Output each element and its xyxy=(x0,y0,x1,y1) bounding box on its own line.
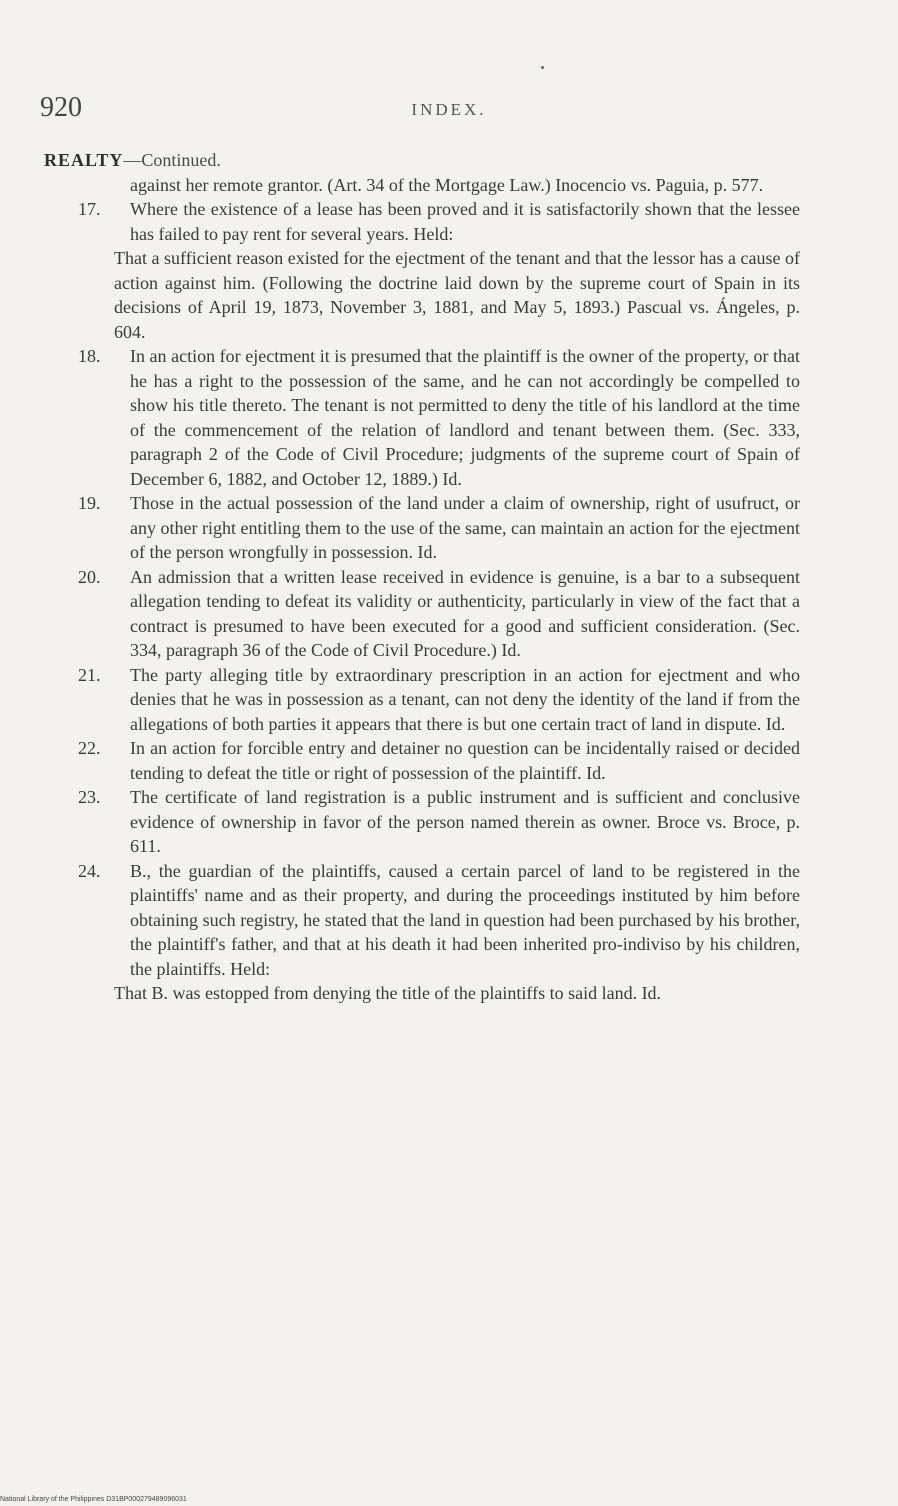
entry-number: 21. xyxy=(78,664,101,685)
entry-number: 23. xyxy=(78,787,101,807)
running-title: INDEX. xyxy=(411,100,487,119)
entry-number: 18. xyxy=(78,346,101,366)
entry-number: 24. xyxy=(78,860,101,881)
entry-text: In an action for ejectment it is presumed that the plaintiff is the owner of the property, or that he has a right to the possession of the same, and he can not accordingly be compelled to show his title thereto. The tenant is not permitted to deny the title of his landlord at the time of the commencement of the relation of landlord and tenant between them. (Sec. 333, paragraph 2 of the Code of Civil Procedure; judgments of the supreme court of Spain of December 6, 1882, and October 12, 1889.) Id. xyxy=(130,346,800,489)
library-credit: National Library of the Philippines D31BP000279489096031 xyxy=(0,1496,187,1503)
entry-text: The party alleging title by extraordinary prescription in an action for ejectment and who denies that he was in possession as a tenant, can not deny the identity of the land if from the allegations of both parties it appears that there is but one certain tract of land in dispute. Id. xyxy=(130,664,800,734)
index-entry-20 xyxy=(44,565,800,663)
index-entry-19 xyxy=(44,491,800,565)
index-entry-22 xyxy=(44,736,800,785)
section-headword: REALTY xyxy=(44,150,124,170)
entry-text: Those in the actual possession of the land under a claim of ownership, right of usufruct, or any other right entitling them to the use of the same, can maintain an action for the ejectment of the person wrongfully in possession. Id. xyxy=(130,493,800,562)
section-heading xyxy=(44,148,800,173)
index-entry-23 xyxy=(44,785,800,859)
held-paragraph-17: That a sufficient reason existed for the ejectment of the tenant and that the lessor has a cause of action against him. (Following the doctrine laid down by the supreme court of Spain in its decisions of April 19, 1873, November 3, 1881, and May 5, 1893.) Pascual vs. Ángeles, p. 604. xyxy=(114,248,800,342)
index-content xyxy=(44,148,800,1006)
entry-number: 19. xyxy=(78,493,101,513)
entry-number: 17. xyxy=(78,199,101,219)
section-continued: —Continued. xyxy=(123,150,221,170)
page-number: 920 xyxy=(40,92,82,123)
index-entry-21 xyxy=(44,663,800,737)
page-speck xyxy=(541,66,544,69)
page-header xyxy=(40,92,858,126)
entry-text: In an action for forcible entry and detainer no question can be incidentally raised or decided tending to defeat the title or right of possession of the plaintiff. Id. xyxy=(130,738,800,783)
entry-number: 20. xyxy=(78,566,101,587)
entry-text: B., the guardian of the plaintiffs, caused a certain parcel of land to be registered in the plaintiffs' name and as their property, and during the proceedings instituted by him before obtaining such registry, he stated that the land in question had been purchased by his brother, the plaintiff's father, and that at his death it had been inherited pro-indiviso by his children, the plaintiffs. Held: xyxy=(130,860,800,979)
index-entry-17 xyxy=(44,197,800,246)
entry-text: Where the existence of a lease has been proved and it is satisfactorily shown that the lessee has failed to pay rent for several years. Held: xyxy=(130,199,800,244)
held-paragraph-24: That B. was estopped from denying the title of the plaintiffs to said land. Id. xyxy=(114,983,662,1003)
index-entry-18 xyxy=(44,344,800,491)
index-entry-24 xyxy=(44,859,800,982)
entry-number: 22. xyxy=(78,738,101,758)
continuation-paragraph: against her remote grantor. (Art. 34 of the Mortgage Law.) Inocencio vs. Paguia, p. 577. xyxy=(130,174,764,195)
entry-text: An admission that a written lease received in evidence is genuine, is a bar to a subsequent allegation tending to defeat its validity or authenticity, particularly in view of the fact that a contract is presumed to have been executed for a good and sufficient consideration. (Sec. 334, paragraph 36 of the Code of Civil Procedure.) Id. xyxy=(130,566,800,660)
entry-text: The certificate of land registration is a public instrument and is sufficient and conclusive evidence of ownership in favor of the person named therein as owner. Broce vs. Broce, p. 611. xyxy=(130,787,800,856)
